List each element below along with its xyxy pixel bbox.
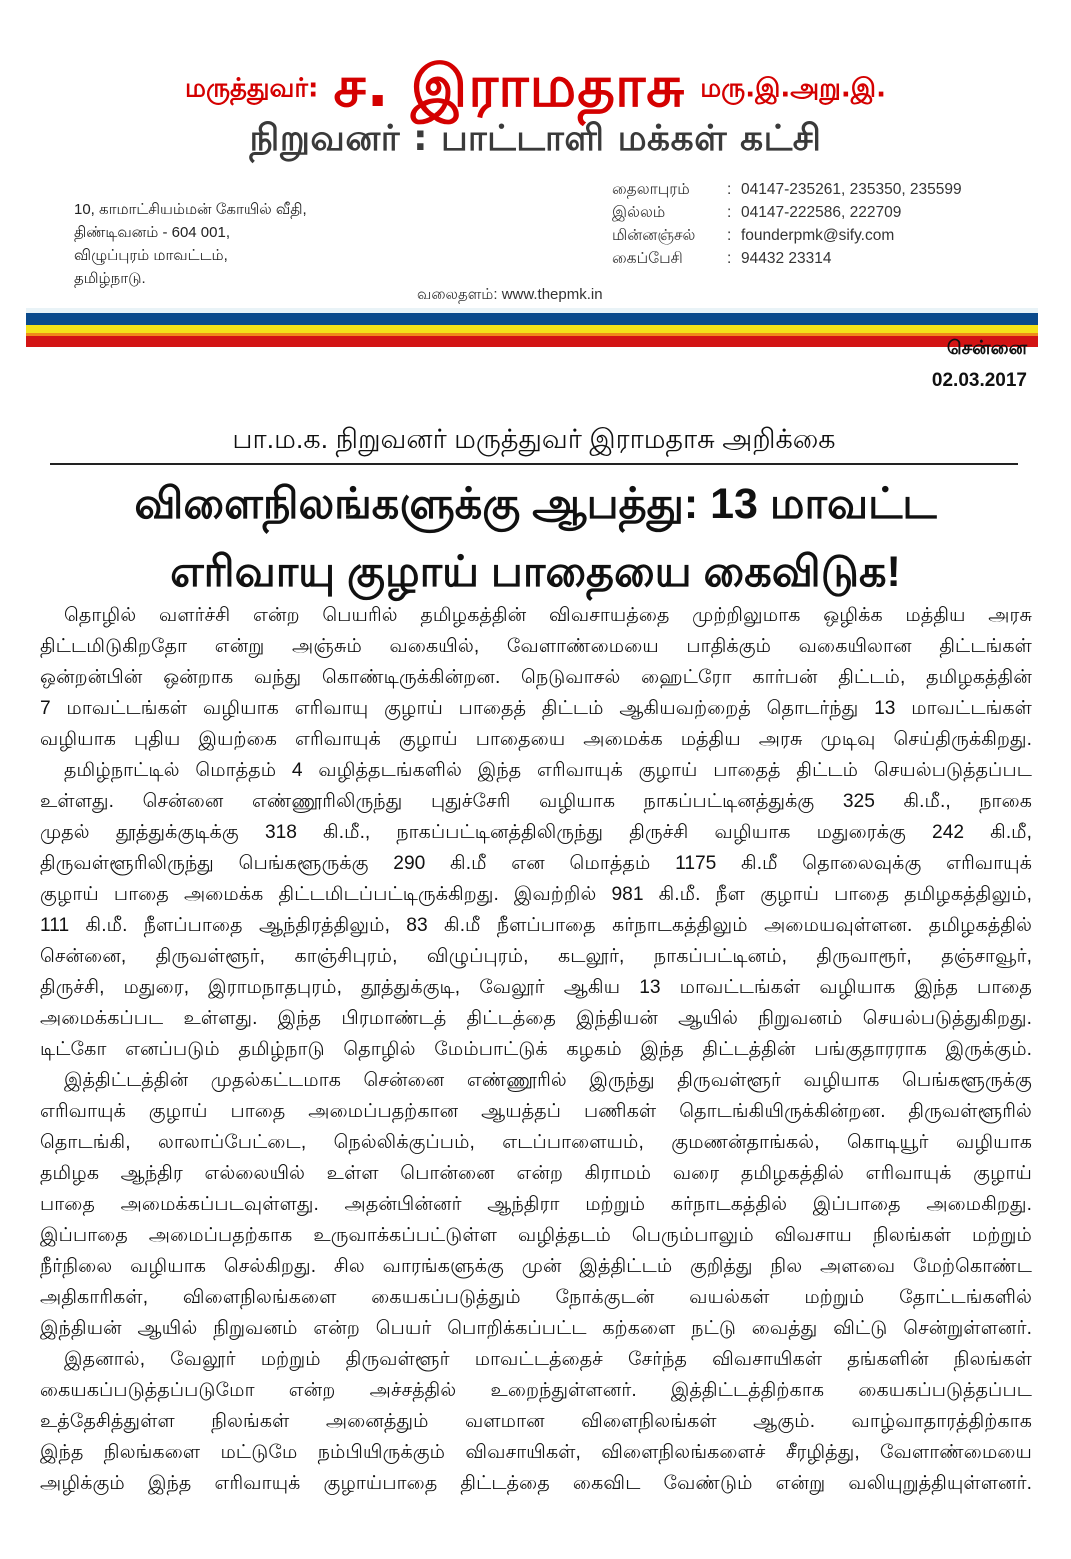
contact-separator: : bbox=[727, 250, 732, 267]
body-line: டிட்கோ எனப்படும் தமிழ்நாடு தொழில் மேம்பாட்டுக் கழகம் இந்த திட்டத்தின் பங்குதாரராக இருக்கும். bbox=[40, 1039, 1032, 1060]
body-line: ஒன்றன்பின் ஒன்றாக வந்து கொண்டிருக்கின்றன. நெடுவாசல் ஹைட்ரோ கார்பன் திட்டம், தமிழகத்தின் bbox=[40, 667, 1032, 688]
contact-separator: : bbox=[727, 204, 732, 221]
contact-block bbox=[612, 178, 962, 270]
address-line: 10, காமாட்சியம்மன் கோயில் வீதி, bbox=[74, 201, 307, 218]
contact-row bbox=[612, 224, 962, 247]
contact-label: மின்னஞ்சல் bbox=[612, 227, 696, 244]
place: சென்னை bbox=[946, 338, 1027, 359]
contact-value: 04147-222586, 222709 bbox=[741, 204, 902, 221]
body-line: சென்னை, திருவள்ளூர், காஞ்சிபுரம், விழுப்புரம், கடலூர், நாகப்பட்டினம், திருவாரூர், தஞ்சாவூர், bbox=[40, 946, 1032, 967]
statement-subtitle: பா.ம.க. நிறுவனர் மருத்துவர் இராமதாசு அறிக்கை bbox=[50, 424, 1018, 465]
body-line: நீர்நிலை வழியாக செல்கிறது. சில வாரங்களுக்கு முன் இத்திட்டம் குறித்து நில அளவை மேற்கொண்ட bbox=[40, 1256, 1032, 1277]
contact-value: 94432 23314 bbox=[741, 250, 832, 267]
body-line: இப்பாதை அமைப்பதற்காக உருவாக்கப்பட்டுள்ள வழித்தடம் பெரும்பாலும் விவசாய நிலங்கள் மற்றும் bbox=[40, 1225, 1032, 1246]
contact-label: தைலாபுரம் bbox=[612, 181, 690, 198]
body-line: வழியாக புதிய இயற்கை எரிவாயுக் குழாய் பாதையை அமைக்க மத்திய அரசு முடிவு செய்திருக்கிறது. bbox=[40, 729, 1032, 750]
contact-row bbox=[612, 201, 962, 224]
address-line: விழுப்புரம் மாவட்டம், bbox=[74, 247, 228, 264]
body-line: அமைக்கப்பட உள்ளது. இந்த பிரமாண்டத் திட்டத்தை இந்தியன் ஆயில் நிறுவனம் செயல்படுத்துகிறது. bbox=[40, 1008, 1032, 1029]
letterhead-name: ச. இராமதாசு bbox=[333, 52, 686, 120]
contact-separator: : bbox=[727, 181, 732, 198]
stripe-yellow bbox=[26, 325, 1038, 333]
contact-label: இல்லம் bbox=[612, 204, 666, 221]
body-line: திருவள்ளூரிலிருந்து பெங்களூருக்கு 290 கி.மீ என மொத்தம் 1175 கி.மீ தொலைவுக்கு எரிவாயுக் bbox=[40, 853, 1032, 874]
doctor-title: மருத்துவர்: bbox=[185, 73, 319, 104]
headline-line: விளைநிலங்களுக்கு ஆபத்து: 13 மாவட்ட bbox=[134, 480, 937, 528]
body-line: உத்தேசித்துள்ள நிலங்கள் அனைத்தும் வளமான விளைநிலங்கள் ஆகும். வாழ்வாதாரத்திற்காக bbox=[40, 1411, 1032, 1432]
body-line: அழிக்கும் இந்த எரிவாயுக் குழாய்பாதை திட்டத்தை கைவிட வேண்டும் என்று வலியுறுத்தியுள்ளனர். bbox=[40, 1473, 1032, 1494]
body-line: திட்டமிடுகிறதோ என்று அஞ்சும் வகையில், வேளாண்மையை பாதிக்கும் வகையிலான திட்டங்கள் bbox=[40, 636, 1032, 657]
address-line: தமிழ்நாடு. bbox=[74, 270, 146, 287]
body-line: தமிழக ஆந்திர எல்லையில் உள்ள பொன்னை என்ற கிராமம் வரை தமிழகத்தில் எரிவாயுக் குழாய் bbox=[40, 1163, 1032, 1184]
date: 02.03.2017 bbox=[931, 370, 1027, 391]
body-line: 111 கி.மீ. நீளப்பாதை ஆந்திரத்திலும், 83 கி.மீ நீளப்பாதை கர்நாடகத்திலும் அமையவுள்ளன. தமிழகத்தில் bbox=[40, 915, 1032, 936]
body-line: 7 மாவட்டங்கள் வழியாக எரிவாயு குழாய் பாதைத் திட்டம் ஆகியவற்றைத் தொடர்ந்து 13 மாவட்டங்கள் bbox=[40, 698, 1032, 719]
contact-row bbox=[612, 247, 962, 270]
body-line: இத்திட்டத்தின் முதல்கட்டமாக சென்னை எண்ணூரில் இருந்து திருவள்ளூர் வழியாக பெங்களூருக்கு bbox=[64, 1070, 1032, 1091]
body-line: குழாய் பாதை அமைக்க திட்டமிடப்பட்டிருக்கிறது. இவற்றில் 981 கி.மீ. நீள குழாய் பாதை தமிழகத்திலும், bbox=[40, 884, 1032, 905]
contact-email[interactable]: founderpmk@sify.com bbox=[741, 227, 895, 244]
body-line: பாதை அமைக்கப்படவுள்ளது. அதன்பின்னர் ஆந்திரா மற்றும் கர்நாடகத்தில் இப்பாதை அமைகிறது. bbox=[40, 1194, 1032, 1215]
address-line: திண்டிவனம் - 604 001, bbox=[74, 224, 231, 241]
contact-label: கைப்பேசி bbox=[612, 250, 683, 267]
body-line: எரிவாயுக் குழாய் பாதை அமைப்பதற்கான ஆயத்தப் பணிகள் தொடங்கியிருக்கின்றன. திருவள்ளூரில் bbox=[40, 1101, 1032, 1122]
stripe-red bbox=[26, 336, 1038, 347]
body-line: இந்த நிலங்களை மட்டுமே நம்பியிருக்கும் விவசாயிகள், விளைநிலங்களைச் சீரழித்து, வேளாண்மையை bbox=[40, 1442, 1032, 1463]
body-line: இதனால், வேலூர் மற்றும் திருவள்ளூர் மாவட்டத்தைச் சேர்ந்த விவசாயிகள் தங்களின் நிலங்கள் bbox=[64, 1349, 1032, 1370]
body-line: கையகப்படுத்தப்படுமோ என்ற அச்சத்தில் உறைந்துள்ளனர். இத்திட்டத்திற்காக கையகப்படுத்தப்பட bbox=[40, 1380, 1032, 1401]
degree-suffix: மரு.இ.அறு.இ. bbox=[700, 73, 886, 104]
founder-line: நிறுவனர் : பாட்டாளி மக்கள் கட்சி bbox=[249, 118, 822, 159]
contact-row bbox=[612, 178, 962, 201]
stripe-blue bbox=[26, 313, 1038, 325]
body-line: தமிழ்நாட்டில் மொத்தம் 4 வழித்தடங்களில் இந்த எரிவாயுக் குழாய் பாதைத் திட்டம் செயல்படுத்தப்பட bbox=[64, 760, 1032, 781]
contact-separator: : bbox=[727, 227, 732, 244]
body-line: இந்தியன் ஆயில் நிறுவனம் என்ற பெயர் பொறிக்கப்பட்ட கற்களை நட்டு வைத்து விட்டு சென்றுள்ளனர். bbox=[40, 1318, 1032, 1339]
contact-value: 04147-235261, 235350, 235599 bbox=[741, 181, 962, 198]
address-block bbox=[74, 198, 307, 290]
body-line: அதிகாரிகள், விளைநிலங்களை கையகப்படுத்தும் நோக்குடன் வயல்கள் மற்றும் தோட்டங்களில் bbox=[40, 1287, 1032, 1308]
body-line: தொடங்கி, லாலாப்பேட்டை, நெல்லிக்குப்பம், எடப்பாளையம், குமணன்தாங்கல், கொடியூர் வழியாக bbox=[40, 1132, 1032, 1153]
statement-body bbox=[40, 600, 1032, 1499]
headline-line: எரிவாயு குழாய் பாதையை கைவிடுக! bbox=[170, 548, 901, 596]
body-line: உள்ளது. சென்னை எண்ணூரிலிருந்து புதுச்சேரி வழியாக நாகப்பட்டினத்துக்கு 325 கி.மீ., நாகை bbox=[40, 791, 1032, 812]
letterhead-name-line bbox=[0, 52, 1071, 128]
website-link[interactable]: வலைதளம்: www.thepmk.in bbox=[417, 286, 603, 303]
body-line: முதல் தூத்துக்குடிக்கு 318 கி.மீ., நாகப்பட்டினத்திலிருந்து திருச்சி வழியாக மதுரைக்கு 242 கி.மீ, bbox=[40, 822, 1032, 843]
body-line: தொழில் வளர்ச்சி என்ற பெயரில் தமிழகத்தின் விவசாயத்தை முற்றிலுமாக ஒழிக்க மத்திய அரசு bbox=[64, 605, 1032, 626]
body-line: திருச்சி, மதுரை, இராமநாதபுரம், தூத்துக்குடி, வேலூர் ஆகிய 13 மாவட்டங்கள் வழியாக இந்த பாதை bbox=[40, 977, 1032, 998]
